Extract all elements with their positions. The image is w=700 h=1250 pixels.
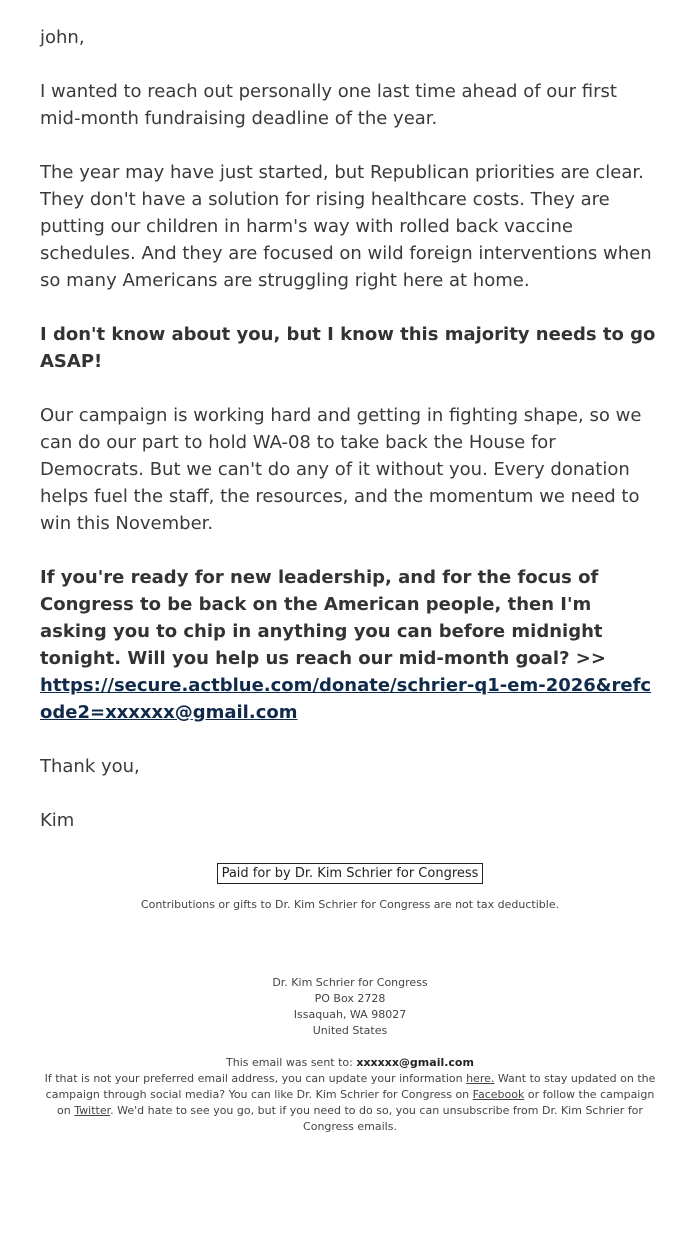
paid-for-disclaimer: Paid for by Dr. Kim Schrier for Congress [217,863,484,884]
greeting: john, [40,27,85,48]
pref-text-4: . We'd hate to see you go, but if you need to do so, you can unsubscribe from Dr. Kim Schrier for Congress emails. [110,1104,643,1133]
sent-label: This email was sent to: [226,1056,357,1069]
recipient-info [0,1055,700,1135]
facebook-link[interactable]: Facebook [472,1088,525,1101]
paragraph-cta [40,564,660,726]
mailing-address [0,975,700,1039]
address-country: United States [312,1024,388,1037]
pref-text-3: or follow the campaign on [57,1088,655,1117]
email-footer [0,861,700,1135]
donate-link[interactable]: https://secure.actblue.com/donate/schrier-q1-em-2026&refcode2=xxxxxx@gmail.com [40,675,652,723]
paragraph-priorities: The year may have just started, but Republican priorities are clear. They don't have a solution for rising healthcare costs. They are putting our children in harm's way with rolled back vaccine schedules. And they are focused on wild foreign interventions when so many Americans are struggling right here at home. [40,162,652,291]
recipient-email: xxxxxx@gmail.com [356,1056,474,1069]
cta-text: If you're ready for new leadership, and for the focus of Congress to be back on the American people, then I'm asking you to chip in anything you can before midnight tonight. Will you help us reach our mid-month goal? >> [40,567,606,669]
address-city: Issaquah, WA 98027 [293,1008,407,1021]
pref-text-2: Want to stay updated on the campaign through social media? You can like Dr. Kim Schrier for Congress on [45,1072,656,1101]
address-org: Dr. Kim Schrier for Congress [272,976,428,989]
twitter-link[interactable]: Twitter [74,1104,111,1117]
address-po-box: PO Box 2728 [314,992,386,1005]
tax-disclaimer: Contributions or gifts to Dr. Kim Schrier for Congress are not tax deductible. [140,898,560,911]
pref-text-1: If that is not your preferred email address, you can update your information [44,1072,467,1085]
update-info-link[interactable]: here. [466,1072,495,1085]
paragraph-intro: I wanted to reach out personally one last time ahead of our first mid-month fundraising deadline of the year. [40,81,617,129]
closing-thanks: Thank you, [40,756,140,777]
signature: Kim [40,810,75,831]
paragraph-majority: I don't know about you, but I know this majority needs to go ASAP! [40,324,656,372]
paragraph-campaign: Our campaign is working hard and getting in fighting shape, so we can do our part to hold WA-08 to take back the House for Democrats. But we can't do any of it without you. Every donation helps fuel the staff, the resources, and the momentum we need to win this November. [40,405,642,534]
